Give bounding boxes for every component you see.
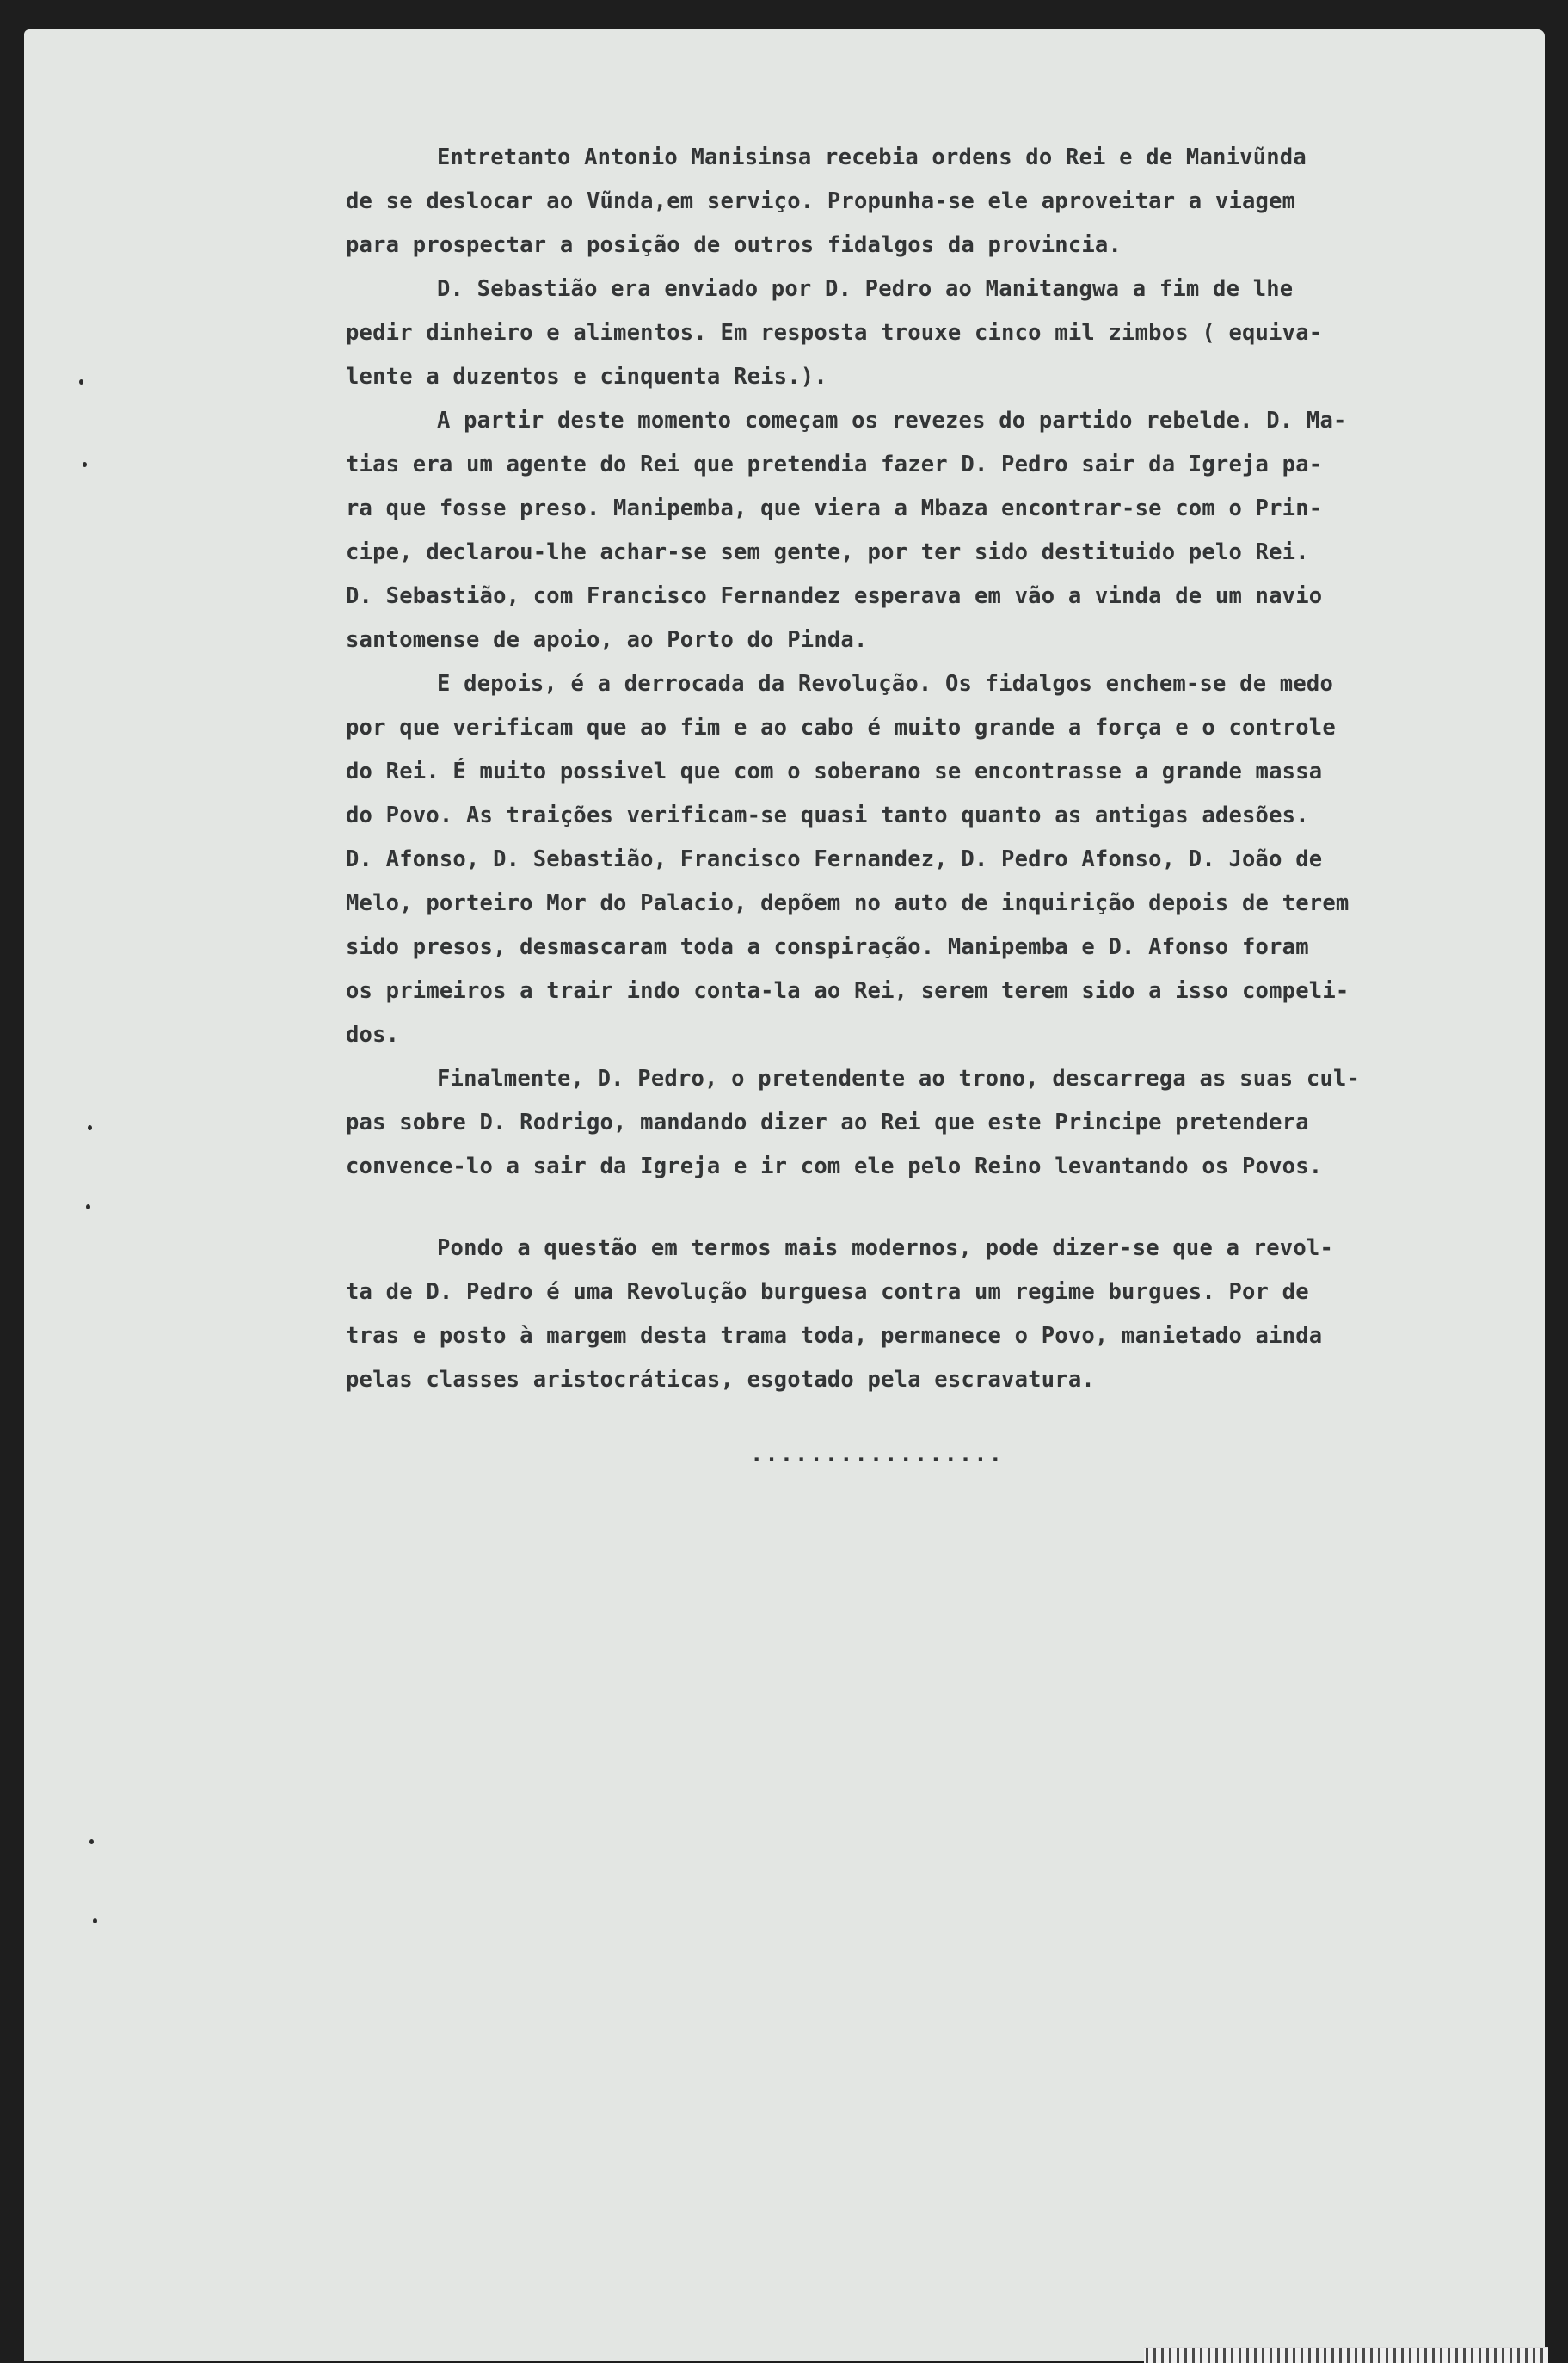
- punch-mark: [83, 462, 87, 467]
- text-line: sido presos, desmascaram toda a conspiração. Manipemba e D. Afonso foram: [346, 934, 1309, 960]
- typed-text-body: [346, 136, 1533, 1477]
- paragraph: [346, 662, 1533, 1057]
- text-line: tias era um agente do Rei que pretendia fazer D. Pedro sair da Igreja pa-: [346, 452, 1323, 477]
- paragraph: [346, 136, 1533, 268]
- text-line: D. Sebastião era enviado por D. Pedro ao Manitangwa a fim de lhe: [437, 276, 1294, 302]
- text-line: por que verificam que ao fim e ao cabo é muito grande a força e o controle: [346, 715, 1336, 741]
- text-line: Melo, porteiro Mor do Palacio, depõem no auto de inquirição depois de terem: [346, 890, 1350, 916]
- text-line: Pondo a questão em termos mais modernos, pode dizer-se que a revol-: [437, 1235, 1334, 1261]
- text-line: Entretanto Antonio Manisinsa recebia ordens do Rei e de Manivũnda: [437, 145, 1307, 170]
- text-line: santomense de apoio, ao Porto do Pinda.: [346, 627, 868, 653]
- text-line: A partir deste momento começam os revezes do partido rebelde. D. Ma-: [437, 408, 1347, 434]
- text-line: de se deslocar ao Vũnda,em serviço. Propunha-se ele aproveitar a viagem: [346, 188, 1296, 214]
- punch-mark: [86, 1204, 90, 1209]
- punch-mark: [89, 1839, 94, 1844]
- punch-mark: [93, 1918, 97, 1923]
- text-line: Finalmente, D. Pedro, o pretendente ao trono, descarrega as suas cul-: [437, 1066, 1361, 1092]
- text-line: ta de D. Pedro é uma Revolução burguesa contra um regime burgues. Por de: [346, 1279, 1309, 1305]
- paragraph: [346, 1227, 1533, 1402]
- punch-mark: [79, 379, 83, 385]
- text-line: do Povo. As traições verificam-se quasi tanto quanto as antigas adesões.: [346, 803, 1309, 828]
- paragraph-gap: [346, 1189, 1533, 1227]
- text-line: cipe, declarou-lhe achar-se sem gente, por ter sido destituido pelo Rei.: [346, 539, 1309, 565]
- text-line: pas sobre D. Rodrigo, mandando dizer ao Rei que este Principe pretendera: [346, 1110, 1309, 1135]
- text-line: pedir dinheiro e alimentos. Em resposta trouxe cinco mil zimbos ( equiva-: [346, 320, 1323, 346]
- paragraph: [346, 1057, 1533, 1189]
- text-line: pelas classes aristocráticas, esgotado pela escravatura.: [346, 1367, 1095, 1393]
- punch-mark: [88, 1125, 92, 1130]
- text-line: E depois, é a derrocada da Revolução. Os fidalgos enchem-se de medo: [437, 671, 1334, 697]
- text-line: convence-lo a sair da Igreja e ir com ele pelo Reino levantando os Povos.: [346, 1154, 1323, 1179]
- text-line: os primeiros a trair indo conta-la ao Rei, serem terem sido a isso compeli-: [346, 978, 1350, 1004]
- text-line: ra que fosse preso. Manipemba, que viera a Mbaza encontrar-se com o Prin-: [346, 495, 1323, 521]
- text-line: do Rei. É muito possivel que com o soberano se encontrasse a grande massa: [346, 759, 1323, 785]
- text-line: lente a duzentos e cinquenta Reis.).: [346, 364, 827, 390]
- text-line: D. Sebastião, com Francisco Fernandez esperava em vão a vinda de um navio: [346, 583, 1323, 609]
- text-line: para prospectar a posição de outros fidalgos da provincia.: [346, 232, 1122, 258]
- text-line: tras e posto à margem desta trama toda, permanece o Povo, manietado ainda: [346, 1323, 1323, 1349]
- section-separator: .................: [750, 1442, 1004, 1468]
- paragraph: [346, 268, 1533, 399]
- paragraph: [346, 399, 1533, 662]
- text-line: dos.: [346, 1022, 400, 1048]
- scale-ruler: [1144, 2347, 1548, 2363]
- text-line: D. Afonso, D. Sebastião, Francisco Fernandez, D. Pedro Afonso, D. João de: [346, 846, 1323, 872]
